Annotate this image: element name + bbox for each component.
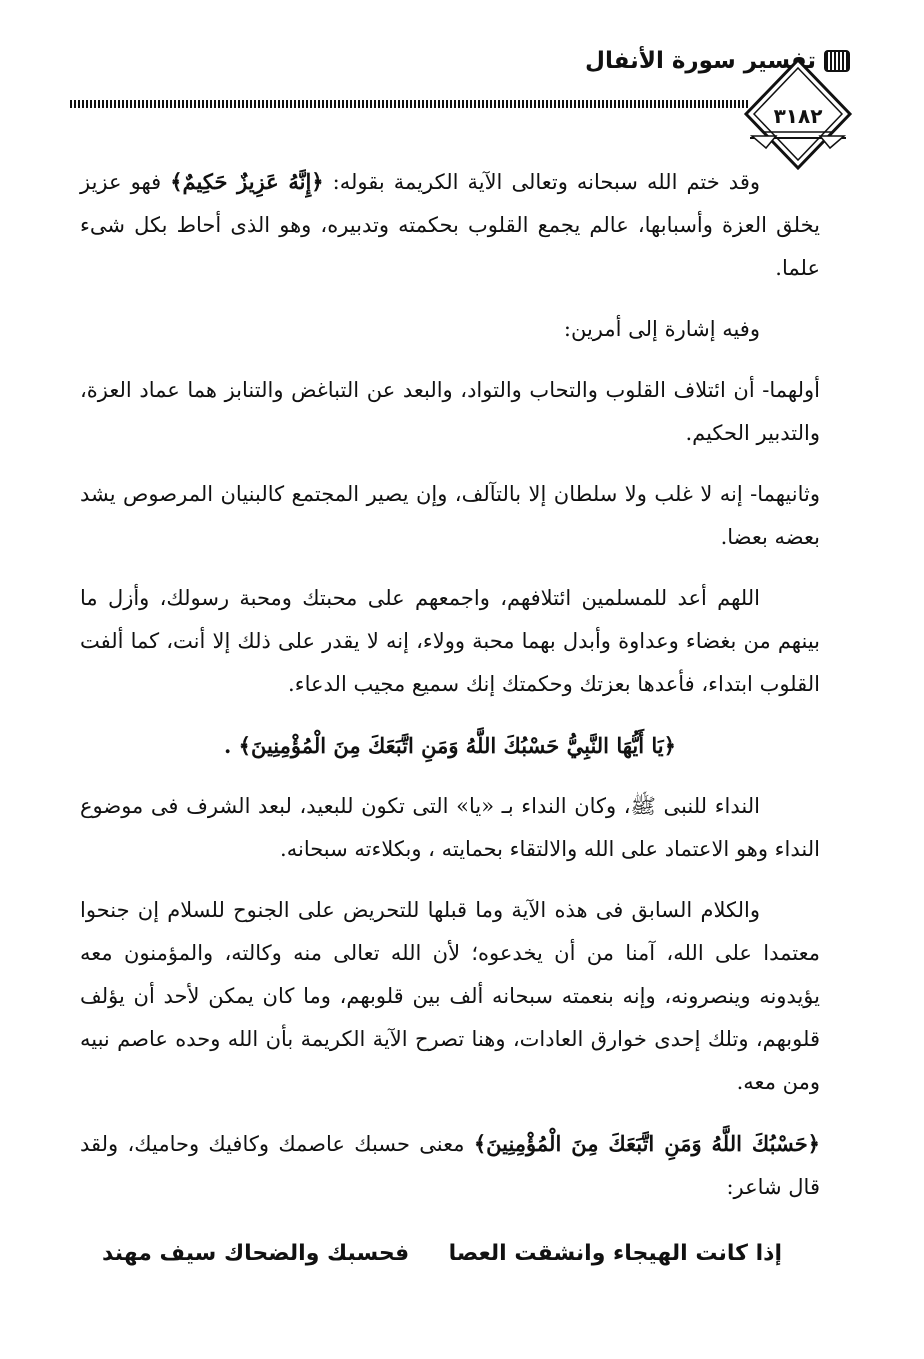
poem-first-hemistich: إذا كانت الهيجاء وانشقت العصا bbox=[448, 1241, 782, 1266]
quran-quote-2: ﴿حَسْبُكَ اللَّهُ وَمَنِ اتَّبَعَكَ مِنَ الْمُؤْمِنِينَ﴾ bbox=[473, 1131, 820, 1156]
page-number-badge bbox=[742, 58, 854, 170]
chapter-title: تفسير سورة الأنفال bbox=[585, 48, 816, 74]
paragraph-1-text-a: وقد ختم الله سبحانه وتعالى الآية الكريمة بقوله: bbox=[323, 170, 761, 194]
paragraph-1 bbox=[80, 160, 820, 290]
poem-second-hemistich: فحسبك والضحاك سيف مهند bbox=[102, 1241, 410, 1266]
paragraph-4: وثانيهما- إنه لا غلب ولا سلطان إلا بالتآلف، وإن يصير المجتمع كالبنيان المرصوص يشد بعضه بعضا. bbox=[80, 482, 820, 549]
paragraph-5: اللهم أعد للمسلمين ائتلافهم، واجمعهم على محبتك ومحبة رسولك، وأزل ما بينهم من بغضاء وعداوة وأبدل بهما محبة وولاء، إنه لا يقدر على ذلك إلا أنت، كما ألفت القلوب ابتداء، فأعدها بعزتك وحكمتك إنك سميع مجيب الدعاء. bbox=[80, 586, 820, 696]
paragraph-2: وفيه إشارة إلى أمرين: bbox=[563, 317, 760, 341]
verse-heading: ﴿يَا أَيُّهَا النَّبِيُّ حَسْبُكَ اللَّهُ وَمَنِ اتَّبَعَكَ مِنَ الْمُؤْمِنِينَ﴾ . bbox=[224, 733, 676, 758]
page-content bbox=[80, 160, 820, 1275]
paragraph-8-text: معنى حسبك عاصمك وكافيك وحاميك، ولقد قال شاعر: bbox=[80, 1132, 820, 1199]
paragraph-1-text-b: فهو عزيز يخلق العزة وأسبابها، عالم يجمع القلوب بحكمته وتدبيره، وهو الذى أحاط بكل شىء علما. bbox=[80, 170, 820, 280]
page-number: ٣١٨٢ bbox=[773, 104, 823, 128]
poem-verse bbox=[80, 1233, 820, 1275]
quran-quote-1: ﴿إِنَّهُ عَزِيزٌ حَكِيمٌ﴾ bbox=[170, 169, 324, 194]
paragraph-3: أولهما- أن ائتلاف القلوب والتحاب والتواد، والبعد عن التباغض والتنابز هما عماد العزة، والتدبير الحكيم. bbox=[80, 378, 820, 445]
paragraph-6: النداء للنبى ﷺ، وكان النداء بـ «يا» التى تكون للبعيد، لبعد الشرف فى موضوع النداء وهو الاعتماد على الله والالتقاء بحمايته ، وبكلاءته سبحانه. bbox=[80, 794, 820, 861]
header-rule bbox=[70, 100, 750, 108]
paragraph-8 bbox=[80, 1122, 820, 1209]
paragraph-7: والكلام السابق فى هذه الآية وما قبلها للتحريض على الجنوح للسلام إن جنحوا معتمدا على الله، آمنا من أن يخدعوه؛ لأن الله تعالى منه وكالته، والمؤمنون معه يؤيدونه وينصرونه، وإنه بنعمته سبحانه ألف بين قلوبهم، وما كان يمكن لأحد أن يؤلف قلوبهم، وتلك إحدى خوارق العادات، وهنا تصرح الآية الكريمة بأن الله وحده عاصم نبيه ومن معه. bbox=[80, 898, 820, 1094]
page-header bbox=[70, 40, 850, 160]
